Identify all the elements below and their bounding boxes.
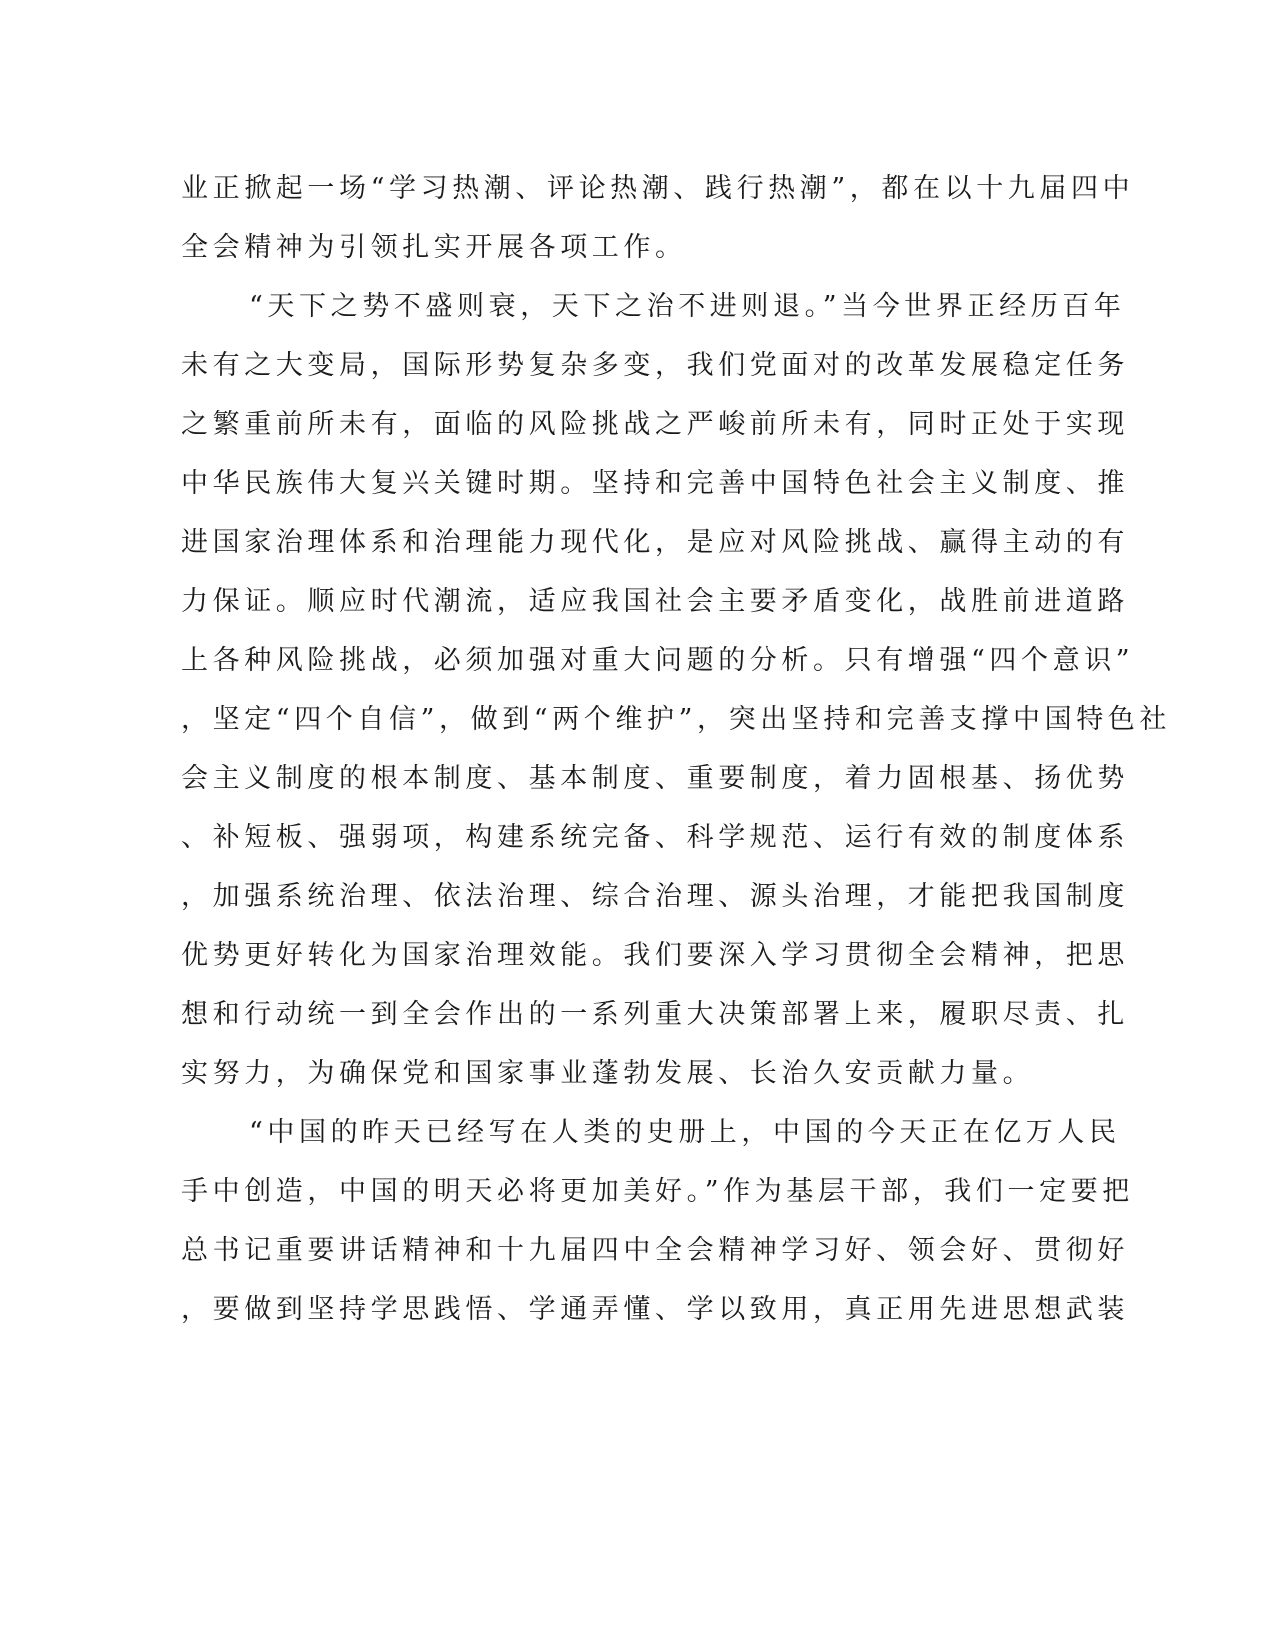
text-line: ，加强系统治理、依法治理、综合治理、源头治理，才能把我国制度 [181, 881, 1129, 912]
text-line: 全会精神为引领扎实开展各项工作。 [181, 232, 687, 263]
body-text [181, 159, 1172, 1339]
text-line: 上各种风险挑战，必须加强对重大问题的分析。只有增强“四个意识” [181, 645, 1135, 676]
text-line: 优势更好转化为国家治理效能。我们要深入学习贯彻全会精神，把思 [181, 940, 1129, 971]
text-line: 手中创造，中国的明天必将更加美好。”作为基层干部，我们一定要把 [181, 1176, 1134, 1207]
text-line: 力保证。顺应时代潮流，适应我国社会主要矛盾变化，战胜前进道路 [181, 586, 1129, 617]
text-line: 之繁重前所未有，面临的风险挑战之严峻前所未有，同时正处于实现 [181, 409, 1129, 440]
paragraph-first-line: “天下之势不盛则衰，天下之治不进则退。”当今世界正经历百年 [249, 291, 1126, 322]
text-line: 实努力，为确保党和国家事业蓬勃发展、长治久安贡献力量。 [181, 1058, 1035, 1089]
text-line: 总书记重要讲话精神和十九届四中全会精神学习好、领会好、贯彻好 [181, 1235, 1129, 1266]
text-line: 中华民族伟大复兴关键时期。坚持和完善中国特色社会主义制度、推 [181, 468, 1129, 499]
text-line: ，坚定“四个自信”，做到“两个维护”，突出坚持和完善支撑中国特色社 [181, 704, 1172, 735]
text-line: 会主义制度的根本制度、基本制度、重要制度，着力固根基、扬优势 [181, 763, 1129, 794]
paragraph-first-line: “中国的昨天已经写在人类的史册上，中国的今天正在亿万人民 [249, 1117, 1121, 1148]
text-line: 进国家治理体系和治理能力现代化，是应对风险挑战、赢得主动的有 [181, 527, 1129, 558]
text-line: 想和行动统一到全会作出的一系列重大决策部署上来，履职尽责、扎 [181, 999, 1129, 1030]
text-line: 业正掀起一场“学习热潮、评论热潮、践行热潮”，都在以十九届四中 [181, 173, 1135, 204]
text-line: 、补短板、强弱项，构建系统完备、科学规范、运行有效的制度体系 [181, 822, 1129, 853]
text-line: ，要做到坚持学思践悟、学通弄懂、学以致用，真正用先进思想武装 [181, 1294, 1129, 1325]
text-line: 未有之大变局，国际形势复杂多变，我们党面对的改革发展稳定任务 [181, 350, 1129, 381]
